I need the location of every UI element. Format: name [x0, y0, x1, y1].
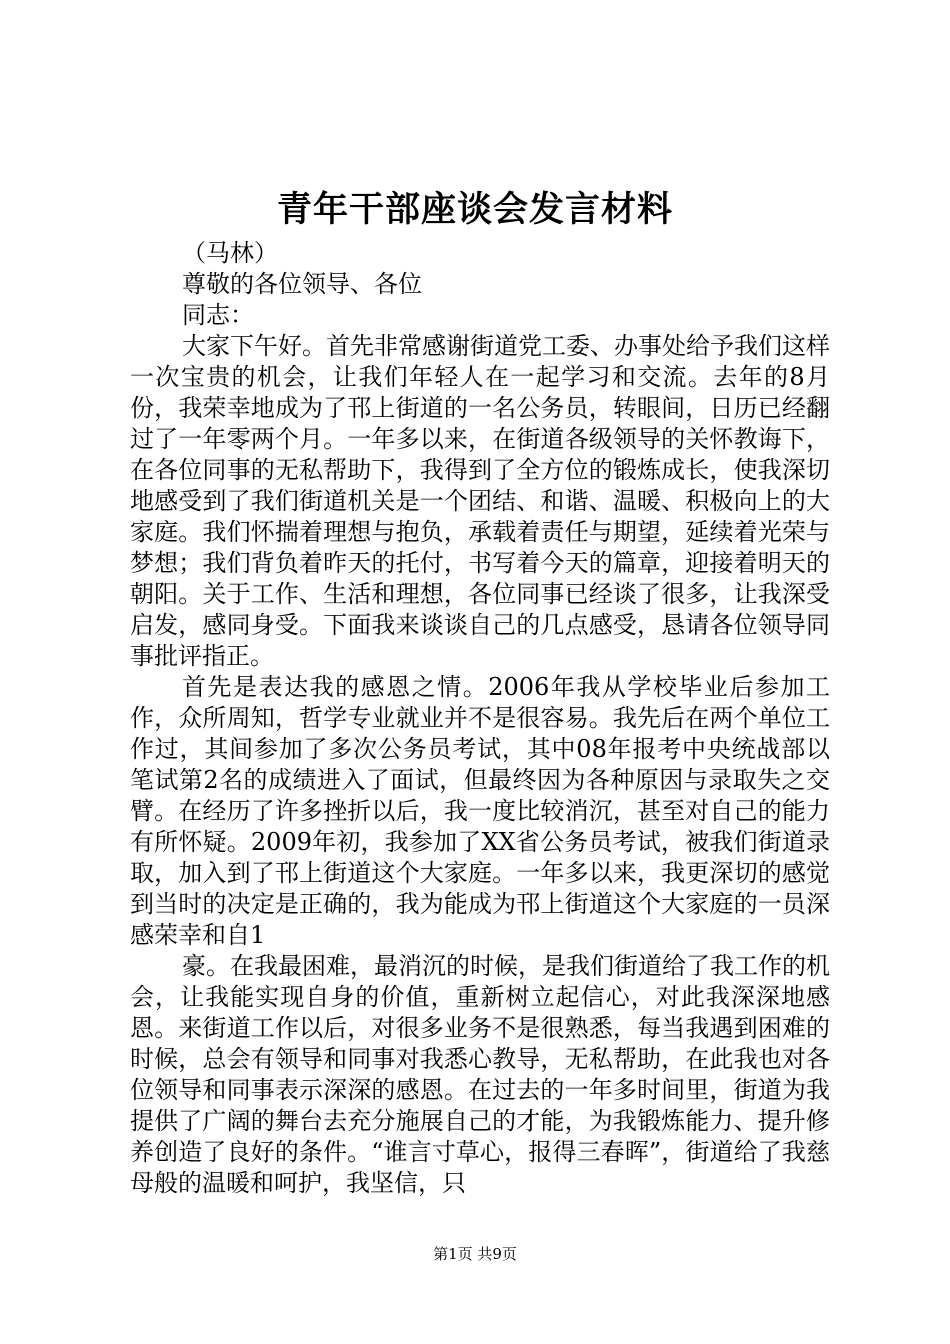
paragraph: 首先是表达我的感恩之情。2006年我从学校毕业后参加工作，众所周知，哲学专业就业并不是很容易。我先后在两个单位工作过，其间参加了多次公务员考试，其中08年报考中央统战部以笔试第2名的成绩进入了面试，但最终因为各种原因与录取失之交臂。在经历了许多挫折以后，我一度比较消沉，甚至对自己的能力有所怀疑。2009年初，我参加了XX省公务员考试，被我们街道录取，加入到了邗上街道这个大家庭。一年多以来，我更深切的感觉到当时的决定是正确的，我为能成为邗上街道这个大家庭的一员深感荣幸和自1 — [130, 673, 830, 949]
document-body — [130, 238, 830, 1199]
document-title: 青年干部座谈会发言材料 — [276, 189, 673, 230]
page-footer: 第1页 共9页 — [433, 1245, 517, 1263]
salutation-line: 同志： — [182, 301, 254, 329]
author-line: （马林） — [182, 239, 278, 267]
paragraph: 豪。在我最困难，最消沉的时候，是我们街道给了我工作的机会，让我能实现自身的价值，重新树立起信心，对此我深深地感恩。来街道工作以后，对很多业务不是很熟悉，每当我遇到困难的时候，总会有领导和同事对我悉心教导，无私帮助，在此我也对各位领导和同事表示深深的感恩。在过去的一年多时间里，街道为我提供了广阔的舞台去充分施展自己的才能，为我锻炼能力、提升修养创造了良好的条件。“谁言寸草心，报得三春晖”，街道给了我慈母般的温暖和呵护，我坚信，只 — [130, 952, 830, 1197]
paragraph: 大家下午好。首先非常感谢街道党工委、办事处给予我们这样一次宝贵的机会，让我们年轻人在一起学习和交流。去年的8月份，我荣幸地成为了邗上街道的一名公务员，转眼间，日历已经翻过了一年零两个月。一年多以来，在街道各级领导的关怀教诲下，在各位同事的无私帮助下，我得到了全方位的锻炼成长，使我深切地感受到了我们街道机关是一个团结、和谐、温暖、积极向上的大家庭。我们怀揣着理想与抱负，承载着责任与期望，延续着光荣与梦想；我们背负着昨天的托付，书写着今天的篇章，迎接着明天的朝阳。关于工作、生活和理想，各位同事已经谈了很多，让我深受启发，感同身受。下面我来谈谈自己的几点感受，恳请各位领导同事批评指正。 — [130, 332, 830, 670]
salutation-line: 尊敬的各位领导、各位 — [182, 270, 422, 298]
